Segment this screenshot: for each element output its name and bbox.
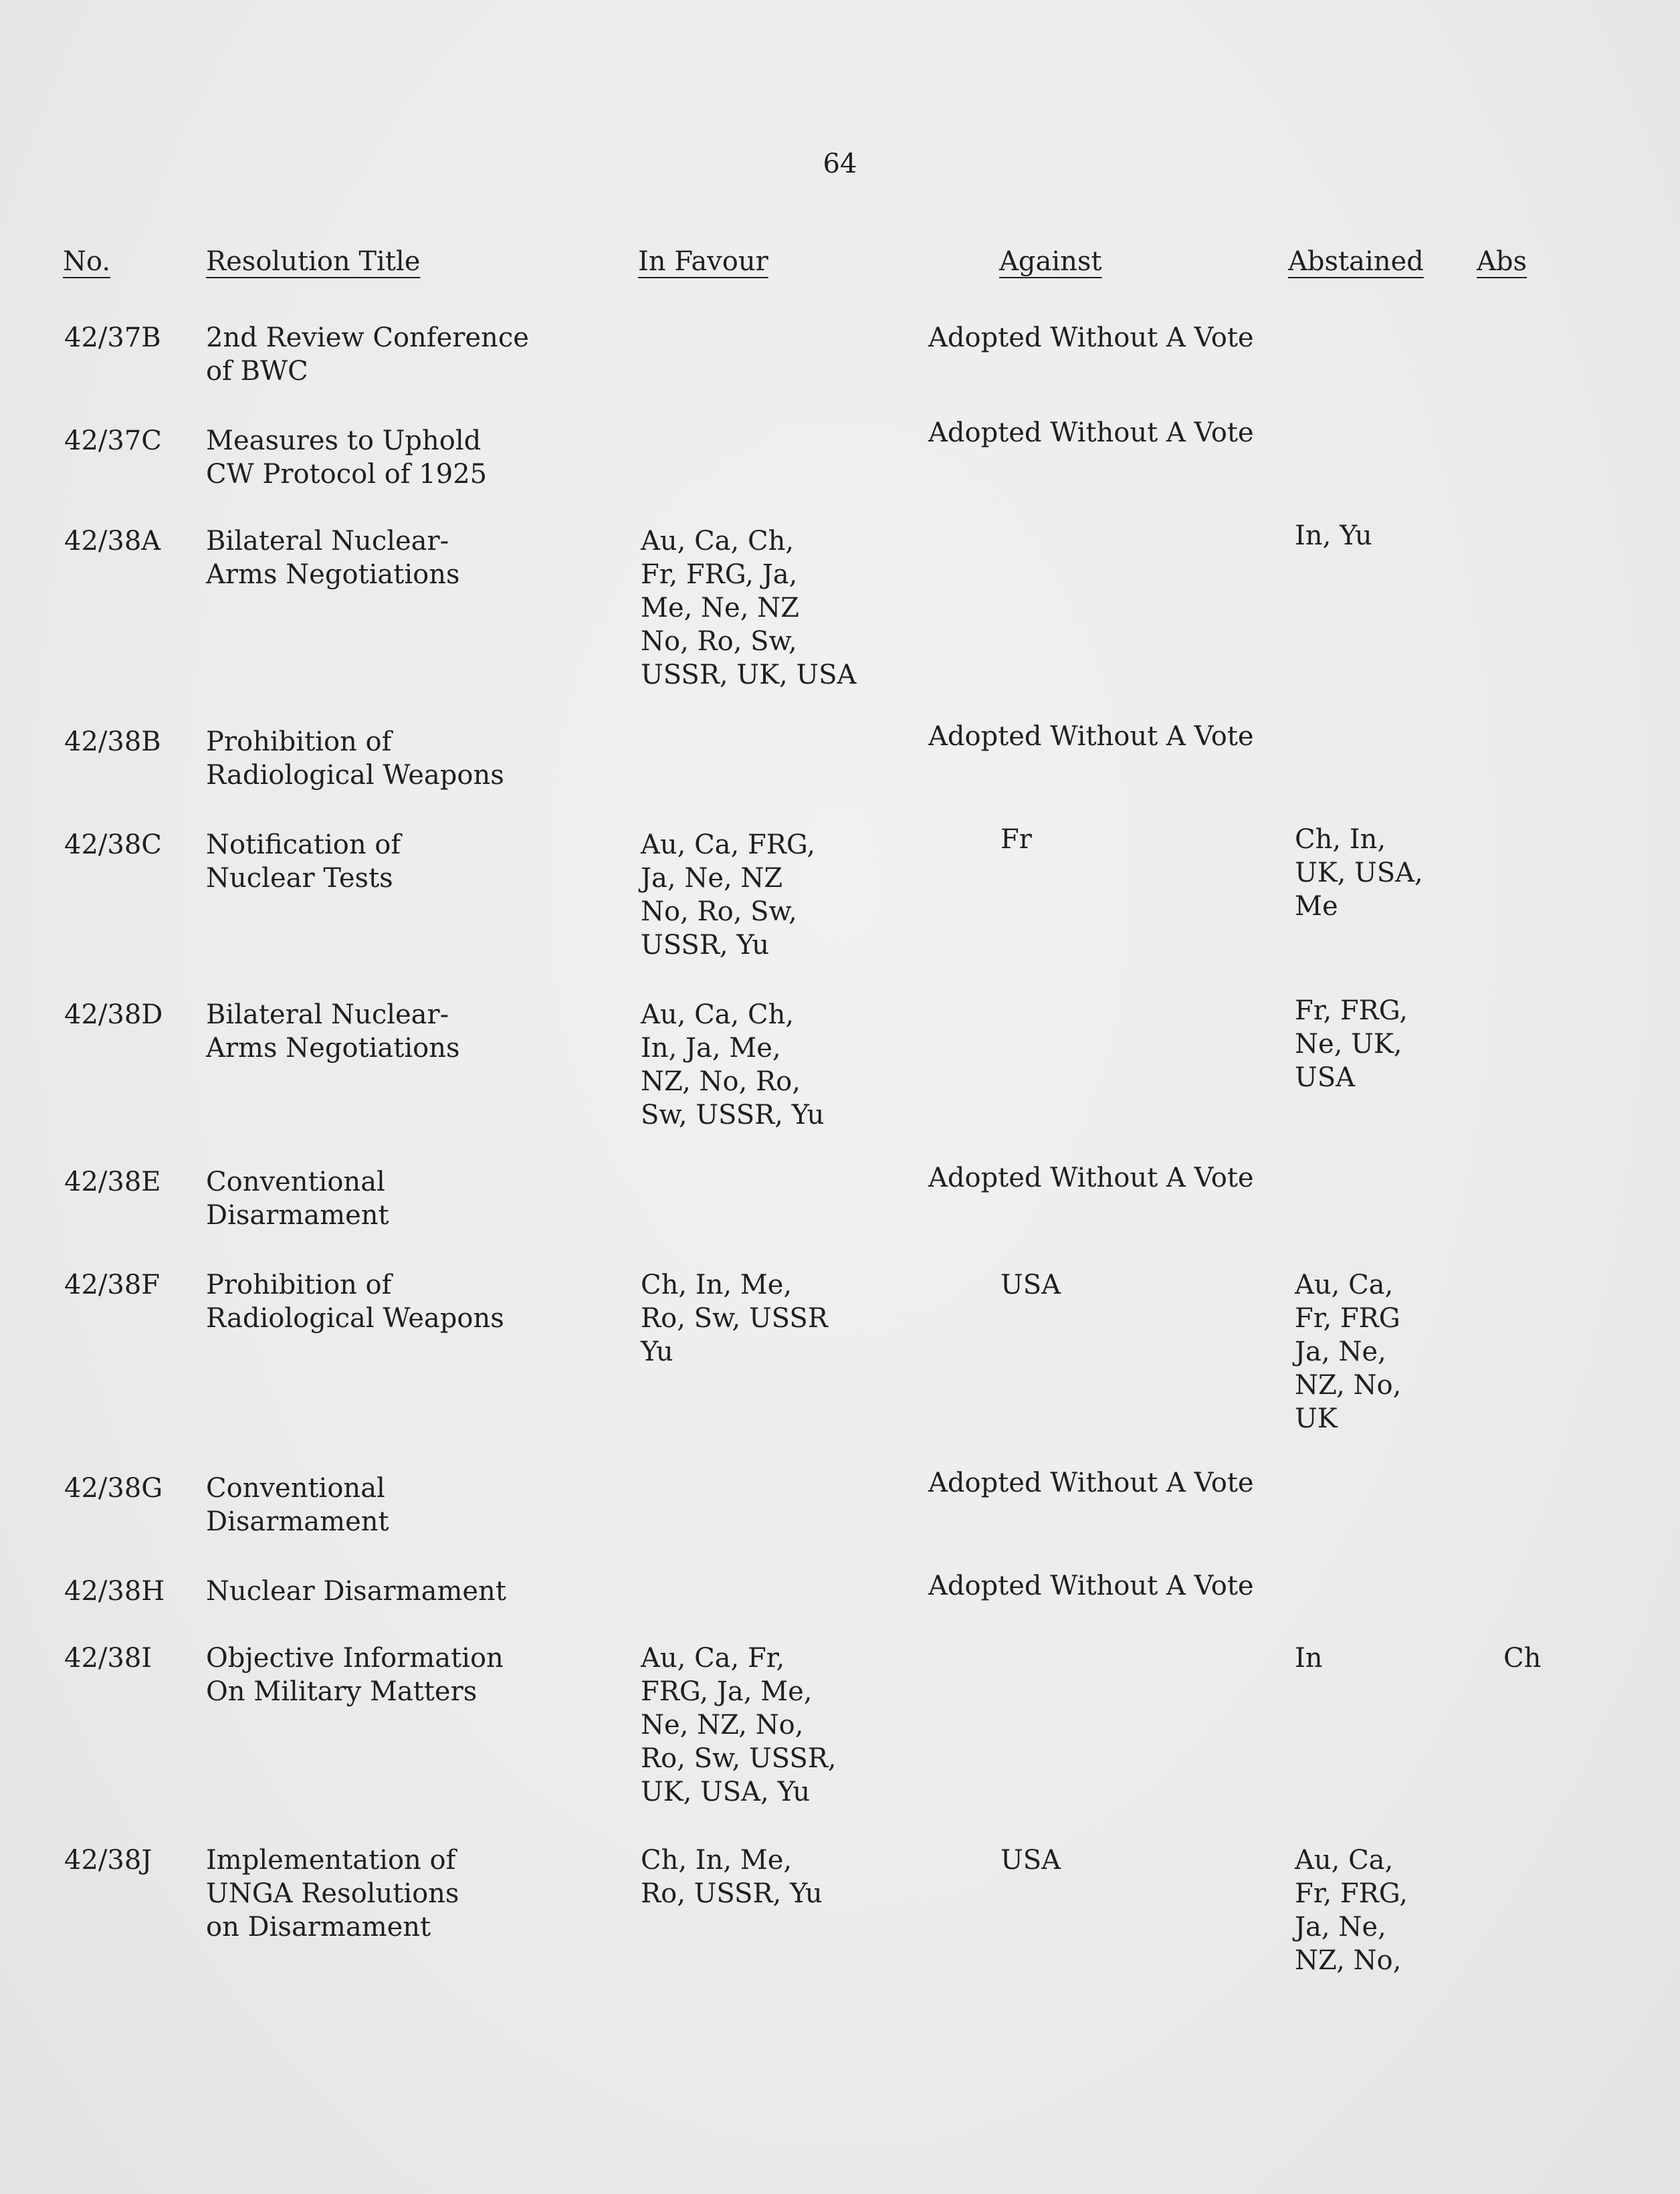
adoption-note: Adopted Without A Vote — [928, 1163, 1254, 1193]
abstained-list: Au, Ca, Fr, FRG, Ja, Ne, NZ, No, — [1295, 1845, 1408, 1976]
abstained-list: Fr, FRG, Ne, UK, USA — [1295, 995, 1408, 1093]
against-list: USA — [1001, 1845, 1061, 1876]
in-favour-list: Au, Ca, Ch, In, Ja, Me, NZ, No, Ro, Sw, USSR, Yu — [641, 999, 825, 1130]
abstained-list: In, Yu — [1295, 520, 1372, 551]
resolution-number: 42/37C — [64, 425, 162, 456]
header-abs: Abs — [1477, 246, 1528, 277]
adoption-note: Adopted Without A Vote — [928, 417, 1254, 448]
resolution-title: Measures to Uphold CW Protocol of 1925 — [206, 425, 488, 490]
header-in-favour: In Favour — [638, 246, 768, 277]
resolution-title: Conventional Disarmament — [206, 1167, 389, 1231]
adoption-note: Adopted Without A Vote — [928, 1571, 1254, 1601]
resolution-number: 42/38B — [64, 726, 161, 757]
resolution-title: Conventional Disarmament — [206, 1473, 389, 1537]
adoption-note: Adopted Without A Vote — [928, 1468, 1254, 1498]
against-list: Fr — [1001, 824, 1032, 855]
resolution-number: 42/38G — [64, 1473, 163, 1504]
table-row — [0, 1268, 1680, 1469]
in-favour-list: Au, Ca, FRG, Ja, Ne, NZ No, Ro, Sw, USSR, Yu — [641, 829, 816, 961]
in-favour-list: Au, Ca, Fr, FRG, Ja, Me, Ne, NZ, No, Ro, Sw, USSR, UK, USA, Yu — [641, 1643, 837, 1807]
resolution-title: Notification of Nuclear Tests — [206, 829, 401, 894]
resolution-title: Bilateral Nuclear- Arms Negotiations — [206, 999, 460, 1064]
resolution-title: Nuclear Disarmament — [206, 1576, 506, 1607]
table-row — [0, 1641, 1680, 1842]
in-favour-list: Ch, In, Me, Ro, USSR, Yu — [641, 1845, 823, 1909]
resolution-title: 2nd Review Conference of BWC — [206, 322, 529, 387]
resolution-number: 42/37B — [64, 322, 161, 353]
resolution-number: 42/38H — [64, 1576, 165, 1607]
adoption-note: Adopted Without A Vote — [928, 721, 1254, 752]
in-favour-list: Au, Ca, Ch, Fr, FRG, Ja, Me, Ne, NZ No, Ro, Sw, USSR, UK, USA — [641, 526, 857, 690]
against-list: USA — [1001, 1270, 1061, 1300]
abstained-list: Au, Ca, Fr, FRG Ja, Ne, NZ, No, UK — [1295, 1270, 1402, 1434]
header-resolution-title: Resolution Title — [206, 246, 421, 277]
resolution-number: 42/38D — [64, 999, 163, 1030]
page-number: 64 — [823, 148, 857, 179]
header-against: Against — [999, 246, 1102, 277]
resolution-number: 42/38F — [64, 1270, 161, 1300]
absent-list: Ch — [1503, 1643, 1542, 1674]
abstained-list: In — [1295, 1643, 1323, 1674]
resolution-number: 42/38E — [64, 1167, 161, 1197]
resolution-number: 42/38C — [64, 829, 162, 860]
table-row — [0, 520, 1680, 725]
header-abstained: Abstained — [1288, 246, 1424, 277]
in-favour-list: Ch, In, Me, Ro, Sw, USSR Yu — [641, 1270, 828, 1367]
resolution-title: Prohibition of Radiological Weapons — [206, 1270, 504, 1334]
table-row — [0, 1843, 1680, 2044]
resolution-number: 42/38A — [64, 526, 161, 557]
resolution-number: 42/38J — [64, 1845, 152, 1876]
resolution-number: 42/38I — [64, 1643, 152, 1674]
resolution-title: Prohibition of Radiological Weapons — [206, 726, 504, 791]
resolution-title: Implementation of UNGA Resolutions on Disarmament — [206, 1845, 459, 1942]
header-no: No. — [63, 246, 111, 277]
resolution-title: Bilateral Nuclear- Arms Negotiations — [206, 526, 460, 590]
abstained-list: Ch, In, UK, USA, Me — [1295, 824, 1423, 922]
resolution-title: Objective Information On Military Matters — [206, 1643, 504, 1707]
adoption-note: Adopted Without A Vote — [928, 322, 1254, 353]
